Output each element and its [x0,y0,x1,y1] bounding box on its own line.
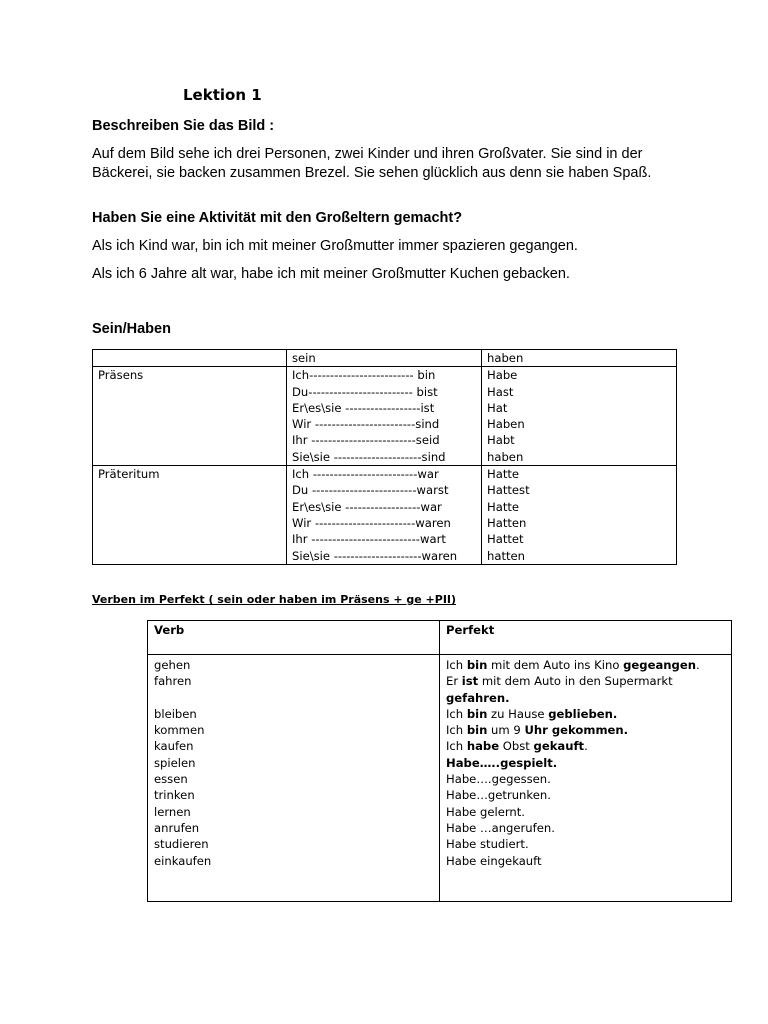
perfekt-sentence [446,722,725,738]
answer-describe-image: Auf dem Bild sehe ich drei Personen, zwei Kinder und ihren Großvater. Sie sind in der Bäckerei, sie backen zusammen Brezel. Sie sehen glücklich aus denn sie haben Spaß. [92,146,652,181]
perfekt-sentence [446,673,725,689]
conjugation-line: Ich -------------------------war [292,467,439,482]
perfekt-sentence [446,755,725,771]
perfekt-sentence [446,657,725,673]
bold-text-run: habe [466,739,500,754]
perfekt-sentence [446,853,725,869]
verb-item: studieren [154,837,209,852]
table-header-row [93,350,677,367]
verb-item: lernen [154,804,191,819]
verb-item: trinken [154,788,195,803]
answer-line-2: Als ich 6 Jahre alt war, habe ich mit meiner Großmutter Kuchen gebacken. [92,266,570,282]
text-run: Habe….gegessen. [446,772,551,787]
text-run: zu Hause [487,706,549,721]
row-label: Präteritum [93,466,287,565]
bold-text-run: gekauft [533,739,585,754]
bold-text-run: gefahren. [446,690,510,705]
table-row-praeteritum [93,466,677,565]
text-run: Habe studiert. [446,837,529,852]
bold-text-run: geblieben. [548,706,618,721]
verb-item: bleiben [154,706,197,721]
text-run: Obst [499,739,534,754]
bold-text-run: bin [466,723,488,738]
text-run: Ich [446,739,467,754]
conjugation-line: hatten [487,548,526,563]
table-row [148,655,732,902]
conjugation-line: Wir ------------------------waren [292,515,451,530]
question-grandparents-activity: Haben Sie eine Aktivität mit den Großeltern gemacht? [92,210,463,226]
perfekt-sentence [446,690,725,706]
sein-conjugation-cell [287,466,482,565]
perfekt-sentence [446,771,725,787]
perfekt-sentence [446,836,725,852]
verb-item: gehen [154,658,191,672]
blank-line [154,690,433,706]
header-cell-empty [93,350,287,367]
bold-text-run: ist [461,674,479,689]
text-run: Ich [446,706,467,721]
text-run: . [695,658,700,672]
question-describe-image: Beschreiben Sie das Bild : [92,118,275,134]
text-run: Er [446,674,462,689]
conjugation-line: Ich------------------------- bin [292,368,436,383]
perfekt-sentence [446,820,725,836]
conjugation-line: haben [487,449,524,464]
text-run: Habe …angerufen. [446,820,555,835]
haben-conjugation-cell [482,367,677,466]
bold-text-run: bin [466,706,488,721]
perfekt-table [147,620,732,902]
conjugation-line: Wir ------------------------sind [292,417,440,432]
perfekt-sentence [446,706,725,722]
verb-item: essen [154,772,188,787]
header-cell-perfekt: Perfekt [440,621,732,655]
verb-item: spielen [154,755,196,770]
text-run: Habe eingekauft [446,853,542,868]
conjugation-line: Haben [487,417,525,432]
verb-item: fahren [154,674,192,689]
table-header-row [148,621,732,655]
bold-text-run: gegeangen [623,658,696,672]
verb-item: anrufen [154,820,200,835]
conjugation-line: Er\es\sie ------------------war [292,499,442,514]
perfekt-list-cell [440,655,732,902]
verb-list-cell [148,655,440,902]
text-run: Ich [446,723,467,738]
answer-line-1: Als ich Kind war, bin ich mit meiner Großmutter immer spazieren gegangen. [92,238,578,254]
text-run: um 9 [487,723,525,738]
text-run: . [584,739,588,754]
header-cell-sein: sein [287,350,482,367]
haben-conjugation-cell [482,466,677,565]
perfekt-sentence [446,787,725,803]
conjugation-line: Hatte [487,499,520,514]
header-cell-verb: Verb [148,621,440,655]
verb-item: einkaufen [154,853,212,868]
perfekt-sentence [446,804,725,820]
conjugation-line: Habe [487,368,518,383]
conjugation-line: Hast [487,384,514,399]
text-run: Habe gelernt. [446,804,525,819]
conjugation-line: Hattest [487,483,530,498]
sein-haben-heading: Sein/Haben [92,321,171,337]
sein-conjugation-cell [287,367,482,466]
text-run: mit dem Auto in den Supermarkt [478,674,673,689]
header-cell-haben: haben [482,350,677,367]
conjugation-line: Du -------------------------warst [292,483,449,498]
text-run: Ich [446,658,467,672]
conjugation-line: Ihr -------------------------seid [292,433,440,448]
verb-item: kaufen [154,739,194,754]
conjugation-line: Hatte [487,467,520,482]
text-run: mit dem Auto ins Kino [487,658,624,672]
perfekt-sentence [446,738,725,754]
conjugation-line: Habt [487,433,515,448]
conjugation-line: Sie\sie ---------------------waren [292,548,458,563]
conjugation-line: Hat [487,400,508,415]
verb-item: kommen [154,723,205,738]
lesson-title: Lektion 1 [183,86,262,104]
perfekt-heading: Verben im Perfekt ( sein oder haben im Präsens + ge +PII) [92,593,457,606]
conjugation-line: Er\es\sie ------------------ist [292,400,435,415]
conjugation-line: Hatten [487,515,527,530]
bold-text-run: Habe…..gespielt. [446,755,558,770]
sein-haben-table [92,349,677,565]
conjugation-line: Du------------------------- bist [292,384,438,399]
conjugation-line: Sie\sie ---------------------sind [292,449,446,464]
row-label: Präsens [93,367,287,466]
conjugation-line: Hattet [487,532,524,547]
bold-text-run: Uhr gekommen. [524,723,629,738]
conjugation-line: Ihr --------------------------wart [292,532,446,547]
bold-text-run: bin [466,658,488,672]
table-row-praesens [93,367,677,466]
text-run: Habe…getrunken. [446,788,551,803]
